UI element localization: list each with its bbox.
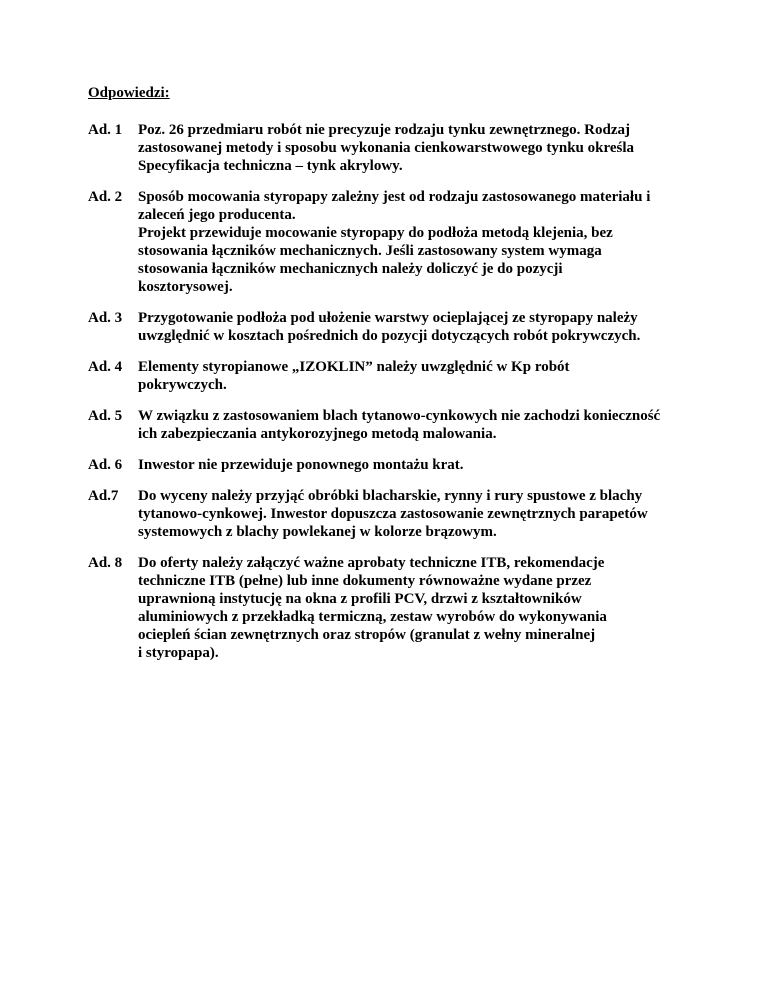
answer-line: Projekt przewiduje mocowanie styropapy do podłoża metodą klejenia, bez bbox=[138, 225, 613, 241]
answer-line: pokrywczych. bbox=[138, 377, 227, 393]
answers-list bbox=[88, 121, 688, 662]
answer-line: Poz. 26 przedmiaru robót nie precyzuje rodzaju tynku zewnętrznego. Rodzaj bbox=[138, 122, 631, 138]
answer-text bbox=[138, 487, 688, 541]
answer-text bbox=[138, 188, 688, 296]
answer-text bbox=[138, 121, 688, 175]
answer-label: Ad.7 bbox=[88, 488, 119, 504]
answer-line: Do oferty należy załączyć ważne aprobaty techniczne ITB, rekomendacje bbox=[138, 555, 605, 571]
answer-line: zaleceń jego producenta. bbox=[138, 207, 296, 223]
answer-line: ich zabezpieczania antykorozyjnego metodą malowania. bbox=[138, 426, 497, 442]
answer-line: techniczne ITB (pełne) lub inne dokumenty równoważne wydane przez bbox=[138, 573, 592, 589]
answer-line: Sposób mocowania styropapy zależny jest od rodzaju zastosowanego materiału i bbox=[138, 189, 651, 205]
answer-line: aluminiowych z przekładką termiczną, zestaw wyrobów do wykonywania bbox=[138, 609, 607, 625]
answer-label: Ad. 5 bbox=[88, 408, 123, 424]
answer-label: Ad. 2 bbox=[88, 189, 123, 205]
answer-ad-2 bbox=[88, 188, 688, 296]
answer-line: tytanowo-cynkowej. Inwestor dopuszcza zastosowanie zewnętrznych parapetów bbox=[138, 506, 648, 522]
answer-ad-5 bbox=[88, 407, 688, 443]
answer-line: Inwestor nie przewiduje ponownego montażu krat. bbox=[138, 457, 464, 473]
answer-line: i styropapa). bbox=[138, 645, 219, 661]
answer-line: stosowania łączników mechanicznych należy doliczyć je do pozycji bbox=[138, 261, 563, 277]
answer-line: Elementy styropianowe „IZOKLIN” należy uwzględnić w Kp robót bbox=[138, 359, 570, 375]
answer-line: stosowania łączników mechanicznych. Jeśli zastosowany system wymaga bbox=[138, 243, 602, 259]
answer-label: Ad. 4 bbox=[88, 359, 123, 375]
answer-ad-1 bbox=[88, 121, 688, 175]
answer-text bbox=[138, 554, 688, 662]
answer-line: uwzględnić w kosztach pośrednich do pozycji dotyczących robót pokrywczych. bbox=[138, 328, 641, 344]
answer-text bbox=[138, 309, 688, 345]
answer-line: Specyfikacja techniczna – tynk akrylowy. bbox=[138, 158, 403, 174]
answer-text bbox=[138, 456, 688, 474]
answer-ad-8 bbox=[88, 554, 688, 662]
answer-line: uprawnioną instytucję na okna z profili PCV, drzwi z kształtowników bbox=[138, 591, 582, 607]
answer-label: Ad. 6 bbox=[88, 457, 123, 473]
answer-label: Ad. 3 bbox=[88, 310, 123, 326]
answer-line: W związku z zastosowaniem blach tytanowo-cynkowych nie zachodzi konieczność bbox=[138, 408, 661, 424]
answer-line: kosztorysowej. bbox=[138, 279, 233, 295]
answer-label: Ad. 8 bbox=[88, 555, 123, 571]
answer-line: Do wyceny należy przyjąć obróbki blacharskie, rynny i rury spustowe z blachy bbox=[138, 488, 643, 504]
answer-label: Ad. 1 bbox=[88, 122, 123, 138]
answer-text bbox=[138, 407, 688, 443]
answer-ad-4 bbox=[88, 358, 688, 394]
answer-line: systemowych z blachy powlekanej w kolorze brązowym. bbox=[138, 524, 497, 540]
answer-text bbox=[138, 358, 688, 394]
document-page bbox=[88, 84, 688, 675]
answer-ad-7 bbox=[88, 487, 688, 541]
answer-line: ociepleń ścian zewnętrznych oraz stropów (granulat z wełny mineralnej bbox=[138, 627, 596, 643]
document-heading: Odpowiedzi: bbox=[88, 85, 170, 101]
answer-ad-3 bbox=[88, 309, 688, 345]
answer-line: Przygotowanie podłoża pod ułożenie warstwy ocieplającej ze styropapy należy bbox=[138, 310, 638, 326]
answer-line: zastosowanej metody i sposobu wykonania cienkowarstwowego tynku określa bbox=[138, 140, 635, 156]
answer-ad-6 bbox=[88, 456, 688, 474]
